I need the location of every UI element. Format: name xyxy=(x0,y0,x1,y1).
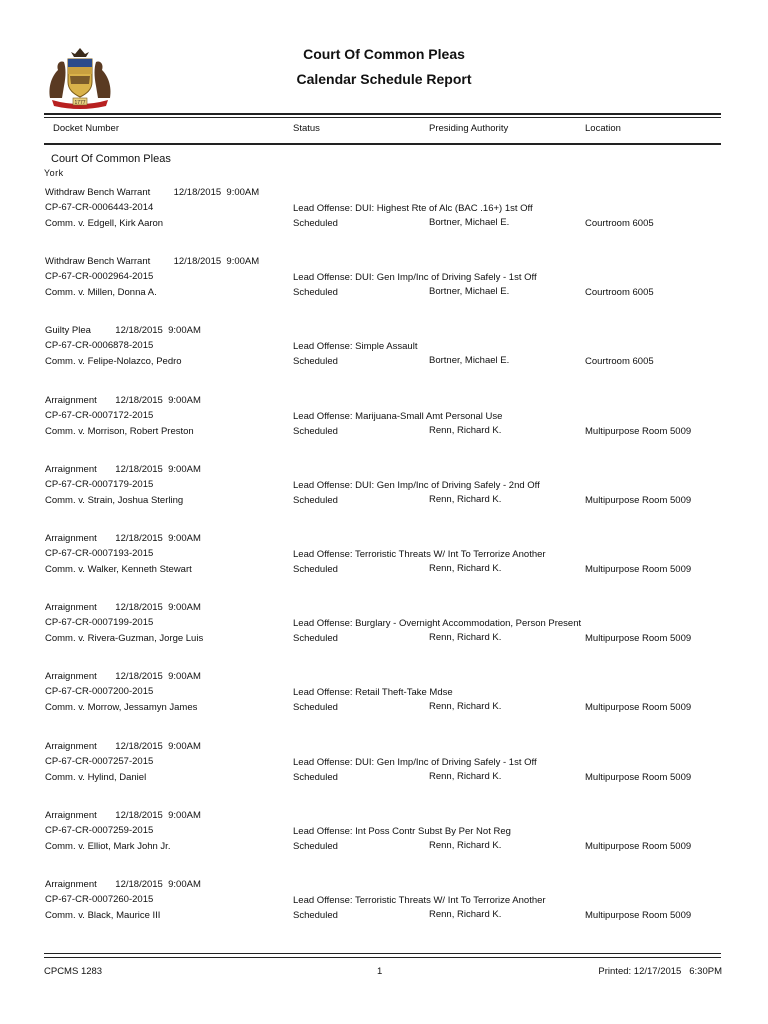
calendar-entry xyxy=(0,810,768,870)
docket-number: CP-67-CR-0006443-2014 xyxy=(45,202,154,213)
footer-page-number: 1 xyxy=(377,966,383,977)
calendar-entry xyxy=(0,533,768,593)
case-caption: Comm. v. Morrison, Robert Preston xyxy=(45,425,194,437)
docket-number: CP-67-CR-0006878-2015 xyxy=(45,340,154,352)
lead-offense: Lead Offense: Terroristic Threats W/ Int To Terrorize Another xyxy=(293,895,546,906)
column-header-status: Status xyxy=(293,123,320,134)
status-text: Scheduled xyxy=(293,356,338,368)
calendar-entry xyxy=(0,464,768,524)
lead-offense: Lead Offense: DUI: Highest Rte of Alc (BAC .16+) 1st Off xyxy=(293,203,533,214)
location-text: Multipurpose Room 5009 xyxy=(585,633,692,645)
lead-offense: Lead Offense: DUI: Gen Imp/Inc of Driving Safely - 1st Off xyxy=(293,272,537,284)
docket-number: CP-67-CR-0007179-2015 xyxy=(45,478,154,490)
presiding-authority: Renn, Richard K. xyxy=(429,701,502,713)
event-type: Arraignment xyxy=(45,809,97,821)
lead-offense: Lead Offense: Int Poss Contr Subst By Per Not Reg xyxy=(293,825,511,837)
hearing-datetime: 12/18/2015 9:00AM xyxy=(115,325,201,337)
header-rule-top-inner xyxy=(44,117,721,118)
lead-offense: Lead Offense: Marijuana-Small Amt Personal Use xyxy=(293,410,503,422)
hearing-datetime: 12/18/2015 9:00AM xyxy=(115,879,201,890)
location-text: Multipurpose Room 5009 xyxy=(585,425,692,437)
hearing-datetime: 12/18/2015 9:00AM xyxy=(173,187,260,198)
presiding-authority: Bortner, Michael E. xyxy=(429,286,510,298)
presiding-authority: Renn, Richard K. xyxy=(429,770,502,782)
header-rule-top xyxy=(44,113,721,115)
location-text: Courtroom 6005 xyxy=(585,218,654,229)
calendar-entry xyxy=(0,395,768,455)
status-text: Scheduled xyxy=(293,494,338,506)
status-text: Scheduled xyxy=(293,633,338,645)
report-title: Calendar Schedule Report xyxy=(296,71,472,87)
status-text: Scheduled xyxy=(293,702,338,714)
calendar-entry xyxy=(0,256,768,316)
event-type: Arraignment xyxy=(45,602,97,614)
docket-number: CP-67-CR-0007259-2015 xyxy=(45,824,154,836)
event-type: Arraignment xyxy=(45,671,97,683)
lead-offense: Lead Offense: DUI: Gen Imp/Inc of Driving Safely - 1st Off xyxy=(293,756,537,768)
column-header-docket: Docket Number xyxy=(53,123,119,134)
hearing-datetime: 12/18/2015 9:00AM xyxy=(115,463,201,475)
event-type: Arraignment xyxy=(45,463,97,475)
event-type: Arraignment xyxy=(45,879,97,890)
calendar-entry xyxy=(0,187,768,247)
case-caption: Comm. v. Strain, Joshua Sterling xyxy=(45,494,184,506)
presiding-authority: Bortner, Michael E. xyxy=(429,217,510,228)
lead-offense: Lead Offense: Terroristic Threats W/ Int To Terrorize Another xyxy=(293,549,546,560)
calendar-entry xyxy=(0,741,768,801)
location-text: Courtroom 6005 xyxy=(585,356,654,368)
footer-rule-top xyxy=(44,953,721,954)
footer-form-id: CPCMS 1283 xyxy=(44,966,103,977)
case-caption: Comm. v. Edgell, Kirk Aaron xyxy=(45,218,164,229)
event-type: Guilty Plea xyxy=(45,325,91,337)
docket-number: CP-67-CR-0007260-2015 xyxy=(45,894,154,905)
docket-number: CP-67-CR-0007199-2015 xyxy=(45,617,154,629)
hearing-datetime: 12/18/2015 9:00AM xyxy=(115,394,201,406)
lead-offense: Lead Offense: Simple Assault xyxy=(293,341,418,353)
section-court-label: Court Of Common Pleas xyxy=(51,153,171,165)
presiding-authority: Renn, Richard K. xyxy=(429,493,502,505)
calendar-entry xyxy=(0,325,768,385)
hearing-datetime: 12/18/2015 9:00AM xyxy=(115,671,201,683)
docket-number: CP-67-CR-0007172-2015 xyxy=(45,409,154,421)
calendar-entry xyxy=(0,879,768,939)
lead-offense: Lead Offense: Retail Theft-Take Mdse xyxy=(293,687,453,699)
docket-number: CP-67-CR-0002964-2015 xyxy=(45,271,154,283)
court-title: Court Of Common Pleas xyxy=(303,46,465,62)
event-type: Arraignment xyxy=(45,533,97,544)
event-type: Withdraw Bench Warrant xyxy=(45,187,151,198)
section-county-label: York xyxy=(44,168,64,178)
case-caption: Comm. v. Morrow, Jessamyn James xyxy=(45,702,198,714)
calendar-entry xyxy=(0,671,768,731)
seal-year-text: 1777 xyxy=(74,99,86,106)
presiding-authority: Renn, Richard K. xyxy=(429,909,502,920)
hearing-datetime: 12/18/2015 9:00AM xyxy=(115,533,201,544)
status-text: Scheduled xyxy=(293,287,338,299)
presiding-authority: Renn, Richard K. xyxy=(429,563,502,574)
event-type: Withdraw Bench Warrant xyxy=(45,256,151,268)
presiding-authority: Renn, Richard K. xyxy=(429,839,502,851)
docket-number: CP-67-CR-0007200-2015 xyxy=(45,686,154,698)
case-caption: Comm. v. Rivera-Guzman, Jorge Luis xyxy=(45,633,204,645)
case-caption: Comm. v. Elliot, Mark John Jr. xyxy=(45,840,171,852)
status-text: Scheduled xyxy=(293,564,338,575)
footer-rule-bottom xyxy=(44,957,721,958)
status-text: Scheduled xyxy=(293,840,338,852)
footer-printed: Printed: 12/17/2015 6:30PM xyxy=(598,966,722,977)
hearing-datetime: 12/18/2015 9:00AM xyxy=(115,809,201,821)
case-caption: Comm. v. Hylind, Daniel xyxy=(45,771,147,783)
lead-offense: Lead Offense: DUI: Gen Imp/Inc of Driving Safely - 2nd Off xyxy=(293,479,540,491)
event-type: Arraignment xyxy=(45,740,97,752)
location-text: Multipurpose Room 5009 xyxy=(585,840,692,852)
hearing-datetime: 12/18/2015 9:00AM xyxy=(115,740,201,752)
lead-offense: Lead Offense: Burglary - Overnight Accommodation, Person Present xyxy=(293,618,582,630)
calendar-entry xyxy=(0,602,768,662)
status-text: Scheduled xyxy=(293,425,338,437)
case-caption: Comm. v. Millen, Donna A. xyxy=(45,287,157,299)
location-text: Multipurpose Room 5009 xyxy=(585,702,692,714)
location-text: Multipurpose Room 5009 xyxy=(585,910,692,921)
column-header-location: Location xyxy=(585,123,621,134)
case-caption: Comm. v. Felipe-Nolazco, Pedro xyxy=(45,356,182,368)
status-text: Scheduled xyxy=(293,218,338,229)
presiding-authority: Bortner, Michael E. xyxy=(429,355,510,367)
status-text: Scheduled xyxy=(293,910,338,921)
header-rule-bottom xyxy=(44,143,721,145)
location-text: Multipurpose Room 5009 xyxy=(585,564,692,575)
location-text: Courtroom 6005 xyxy=(585,287,654,299)
presiding-authority: Renn, Richard K. xyxy=(429,424,502,436)
location-text: Multipurpose Room 5009 xyxy=(585,494,692,506)
column-header-authority: Presiding Authority xyxy=(429,123,509,134)
status-text: Scheduled xyxy=(293,771,338,783)
docket-number: CP-67-CR-0007193-2015 xyxy=(45,548,154,559)
docket-number: CP-67-CR-0007257-2015 xyxy=(45,755,154,767)
case-caption: Comm. v. Walker, Kenneth Stewart xyxy=(45,564,192,575)
hearing-datetime: 12/18/2015 9:00AM xyxy=(173,256,260,268)
presiding-authority: Renn, Richard K. xyxy=(429,632,502,644)
case-caption: Comm. v. Black, Maurice III xyxy=(45,910,161,921)
event-type: Arraignment xyxy=(45,394,97,406)
hearing-datetime: 12/18/2015 9:00AM xyxy=(115,602,201,614)
location-text: Multipurpose Room 5009 xyxy=(585,771,692,783)
